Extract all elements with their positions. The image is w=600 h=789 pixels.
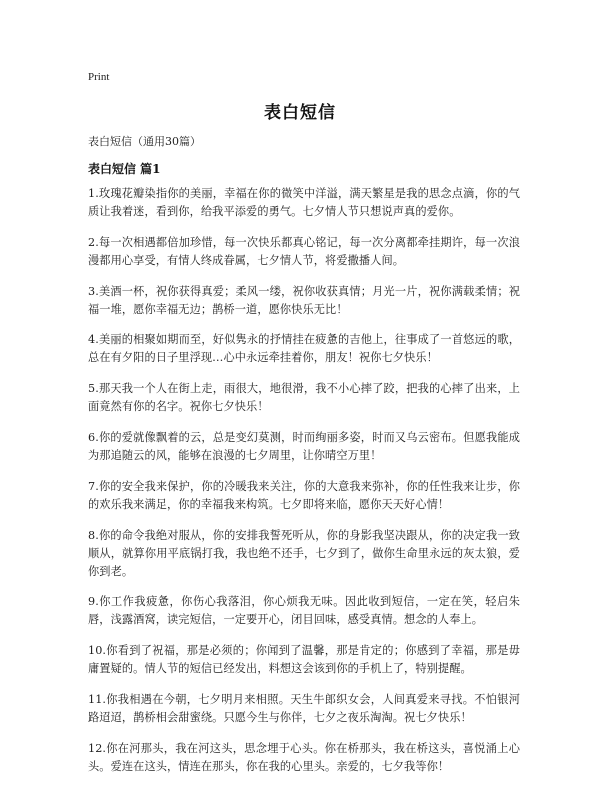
page-title: 表白短信 — [264, 103, 336, 123]
paragraph: 11.你我相遇在今朝，七夕明月来相照。天生牛郎织女会，人间真爱来寻找。不怕银河路迢迢，鹊桥相会甜蜜绕。只愿今生与你伴，七夕之夜乐淘淘。祝七夕快乐！ — [88, 692, 520, 724]
paragraph: 8.你的命令我绝对服从，你的安排我誓死听从，你的身影我坚决跟从，你的决定我一致顺从，就算你用平底锅打我，我也绝不还手，七夕到了，做你生命里永远的灰太狼，爱你到老。 — [88, 528, 520, 578]
paragraph: 6.你的爱就像飘着的云，总是变幻莫测，时而绚丽多姿，时而又乌云密布。但愿我能成为那追随云的风，能够在浪漫的七夕周里，让你晴空万里！ — [88, 430, 520, 462]
paragraph: 4.美丽的相聚如期而至，好似隽永的抒情挂在疲惫的吉他上，往事成了一首悠远的歌，总在有夕阳的日子里浮现…心中永远牵挂着你，朋友！祝你七夕快乐！ — [88, 333, 520, 365]
document-subtitle: 表白短信（通用30篇） — [88, 135, 201, 148]
paragraph: 12.你在河那头，我在河这头，思念埋于心头。你在桥那头，我在桥这头，喜悦涌上心头。爱连在这头，情连在那头，你在我的心里头。亲爱的，七夕我等你！ — [88, 741, 520, 773]
paragraph: 2.每一次相遇都倍加珍惜，每一次快乐都真心铭记，每一次分离都牵挂期许，每一次浪漫都用心享受，有情人终成眷属，七夕情人节，将爱撒播人间。 — [88, 235, 520, 267]
paragraph: 7.你的安全我来保护，你的冷暖我来关注，你的大意我来弥补，你的任性我来让步，你的欢乐我来满足，你的幸福我来构筑。七夕即将来临，愿你天天好心情！ — [88, 479, 520, 511]
paragraph-list — [88, 185, 520, 789]
paragraph: 5.那天我一个人在街上走，雨很大，地很滑，我不小心摔了跤，把我的心摔了出来，上面竟然有你的名字。祝你七夕快乐！ — [88, 382, 520, 414]
paragraph: 10.你看到了祝福，那是必须的；你闻到了温馨，那是肯定的；你感到了幸福，那是毋庸置疑的。情人节的短信已经发出，料想这会该到你的手机上了，特别提醒。 — [88, 644, 520, 676]
print-label: Print — [88, 71, 110, 83]
paragraph: 9.你工作我疲惫，你伤心我落泪，你心烦我无味。因此收到短信，一定在笑，轻启朱唇，浅露酒窝，读完短信，一定要开心，闭目回味，感受真情。想念的人奉上。 — [88, 595, 520, 627]
paragraph: 1.玫瑰花瓣染指你的美丽，幸福在你的微笑中洋溢，满天繁星是我的思念点滴，你的气质让我着迷，看到你，给我平添爱的勇气。七夕情人节只想说声真的爱你。 — [88, 187, 520, 218]
paragraph: 3.美酒一杯，祝你获得真爱；柔风一缕，祝你收获真情；月光一片，祝你满载柔情；祝福一堆，愿你幸福无边；鹊桥一道，愿你快乐无比！ — [88, 284, 520, 316]
section-heading: 表白短信 篇1 — [88, 162, 161, 176]
